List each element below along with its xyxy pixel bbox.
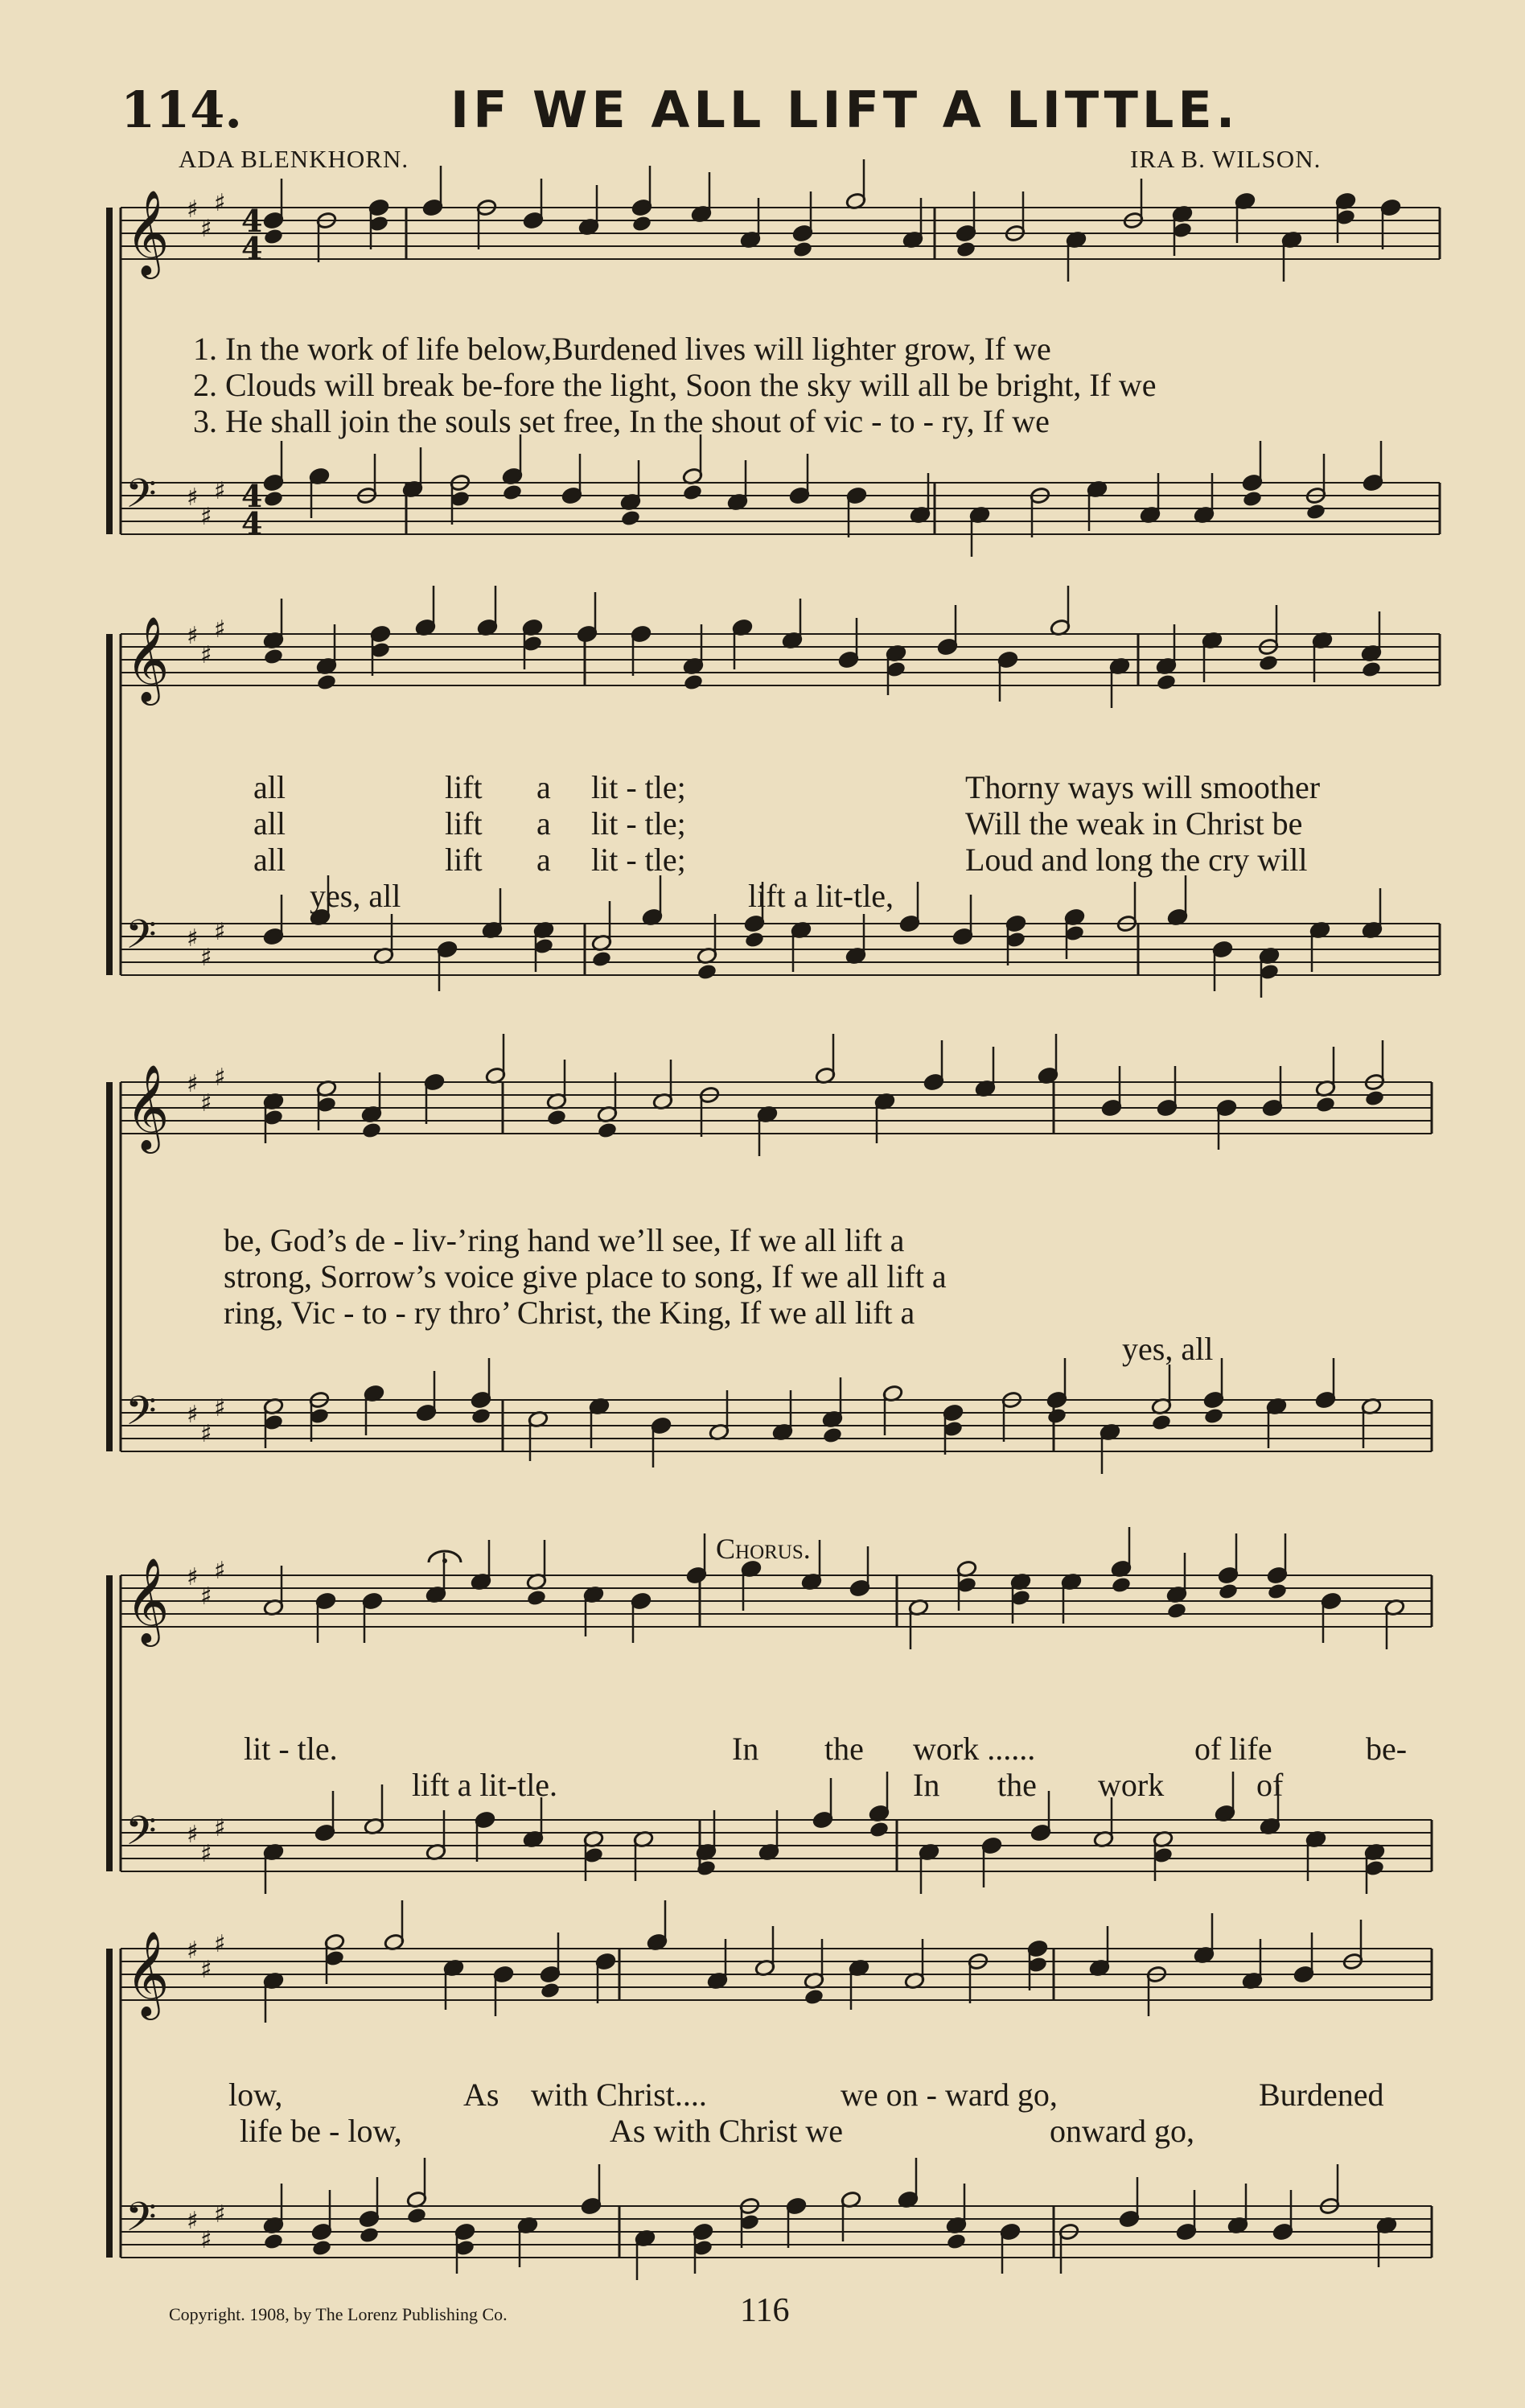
hymn-number: 114.: [121, 80, 243, 139]
fermata-dot: [442, 1558, 447, 1563]
note-head: [697, 963, 717, 982]
chorus-word-in: In: [732, 1731, 759, 1767]
note-head: [311, 2239, 332, 2258]
verse-1-word-little: lit - tle;: [591, 769, 686, 805]
chorus-word-the: the: [824, 1731, 864, 1767]
verse-3-word-a: a: [536, 842, 551, 878]
sharp-sign: ♯: [187, 1821, 199, 1849]
treble-clef: 𝄞: [125, 1064, 170, 1150]
note-head: [263, 2233, 284, 2251]
note-head: [1267, 1583, 1288, 1601]
note-head: [1315, 1096, 1336, 1114]
chorus-echo-onward-go: onward go,: [1050, 2113, 1194, 2149]
note-head: [620, 509, 641, 528]
chorus-echo-of: of: [1256, 1767, 1284, 1803]
time-signature-top: 4: [241, 203, 263, 239]
hymn-title: IF WE ALL LIFT A LITTLE.: [450, 80, 1239, 139]
note-head: [1242, 490, 1263, 508]
verse-3-line-2-end: Loud and long the cry will: [965, 842, 1308, 878]
note-head: [946, 2233, 967, 2251]
sharp-sign: ♯: [214, 918, 226, 946]
verse-1-line-1: 1. In the work of life below,Burdened lives will lighter grow, If we: [193, 331, 1051, 367]
sharp-sign: ♯: [187, 1070, 199, 1098]
chorus-word-be: be-: [1366, 1731, 1408, 1767]
note-head: [869, 1821, 890, 1839]
composer-credit: IRA B. WILSON.: [1130, 145, 1322, 173]
chorus-word-burdened: Burdened: [1259, 2077, 1384, 2113]
note-head: [591, 950, 612, 969]
note-head: [1258, 654, 1279, 673]
chorus-echo-lift-a-little: lift a lit-tle.: [412, 1767, 558, 1803]
echo-yes-all-2: yes, all: [1122, 1331, 1214, 1367]
verse-2-line-3: strong, Sorrow’s voice give place to song, If we all lift a: [224, 1258, 947, 1295]
sharp-sign: ♯: [187, 1937, 199, 1965]
verse-1-word-a: a: [536, 769, 551, 805]
page-number: 116: [740, 2292, 790, 2329]
treble-clef: 𝄞: [125, 1930, 170, 2016]
note-head: [744, 931, 765, 949]
chorus-echo-life-below: life be - low,: [240, 2113, 402, 2149]
note-head: [1364, 1089, 1385, 1108]
echo-lift-a-little: lift a lit-tle,: [748, 878, 894, 914]
treble-clef: 𝄞: [125, 615, 170, 702]
verse-2-word-a: a: [536, 805, 551, 842]
bass-clef: 𝄢: [125, 471, 157, 527]
chorus-echo-work: work: [1098, 1767, 1165, 1803]
verse-2-line-1: 2. Clouds will break be-fore the light, Soon the sky will all be bright, If we: [193, 367, 1157, 403]
chorus-echo-as-with-christ-we: As with Christ we: [610, 2113, 843, 2149]
sharp-sign: ♯: [214, 1557, 226, 1585]
verse-3-word-little: lit - tle;: [591, 842, 686, 878]
note-head: [683, 673, 704, 692]
verse-3-word-lift: lift: [445, 842, 483, 878]
note-head: [822, 1426, 843, 1445]
verse-3-line-3: ring, Vic - to - ry thro’ Christ, the King, If we all lift a: [224, 1295, 915, 1331]
verse-1-word-lift: lift: [445, 769, 483, 805]
chorus-word-little: lit - tle.: [244, 1731, 338, 1767]
note-head: [471, 1407, 491, 1426]
note-head: [682, 484, 703, 502]
note-head: [1305, 503, 1326, 521]
sharp-sign: ♯: [200, 503, 212, 531]
copyright-notice: Copyright. 1908, by The Lorenz Publishing Co.: [169, 2304, 508, 2324]
time-signature-bottom: 4: [241, 505, 263, 541]
note-head: [1111, 1576, 1132, 1595]
note-head: [956, 241, 976, 259]
note-head: [792, 241, 813, 259]
sharp-sign: ♯: [214, 1930, 226, 1958]
chorus-word-low: low,: [228, 2077, 283, 2113]
sharp-sign: ♯: [214, 1814, 226, 1842]
sharp-sign: ♯: [187, 1401, 199, 1429]
sharp-sign: ♯: [214, 1064, 226, 1092]
sharp-sign: ♯: [214, 1394, 226, 1422]
note-head: [361, 1122, 382, 1140]
verse-2-word-all: all: [253, 805, 286, 842]
sharp-sign: ♯: [187, 924, 199, 953]
sharp-sign: ♯: [187, 484, 199, 512]
verse-2-word-little: lit - tle;: [591, 805, 686, 842]
sharp-sign: ♯: [200, 2226, 212, 2254]
note-head: [502, 484, 523, 502]
sharp-sign: ♯: [187, 2207, 199, 2235]
note-head: [316, 673, 337, 692]
sharp-sign: ♯: [214, 2200, 226, 2229]
chorus-echo-in: In: [913, 1767, 940, 1803]
note-head: [359, 2226, 380, 2245]
sharp-sign: ♯: [200, 641, 212, 669]
sharp-sign: ♯: [200, 215, 212, 243]
chorus-word-as: As: [463, 2077, 499, 2113]
verse-2-line-2-end: Will the weak in Christ be: [965, 805, 1303, 842]
note-head: [1166, 1602, 1187, 1620]
sharp-sign: ♯: [187, 622, 199, 650]
sharp-sign: ♯: [200, 1956, 212, 1984]
sharp-sign: ♯: [200, 1089, 212, 1118]
verse-1-line-2-end: Thorny ways will smoother: [965, 769, 1321, 805]
sharp-sign: ♯: [214, 615, 226, 644]
bass-clef: 𝄢: [125, 2194, 157, 2250]
treble-clef: 𝄞: [125, 189, 170, 275]
note-head: [263, 490, 284, 508]
bass-clef: 𝄢: [125, 912, 157, 968]
bass-clef: 𝄢: [125, 1388, 157, 1444]
note-head: [1361, 661, 1382, 679]
sharp-sign: ♯: [187, 196, 199, 224]
sharp-sign: ♯: [200, 1583, 212, 1611]
echo-yes-all: yes, all: [310, 878, 401, 914]
verse-3-word-all: all: [253, 842, 286, 878]
chorus-word-of-life: of life: [1194, 1731, 1272, 1767]
note-head: [1203, 1407, 1224, 1426]
note-head: [597, 1122, 618, 1140]
sharp-sign: ♯: [187, 1563, 199, 1591]
verse-2-word-lift: lift: [445, 805, 483, 842]
bass-clef: 𝄢: [125, 1808, 157, 1864]
sharp-sign: ♯: [214, 189, 226, 217]
chorus-label: Chorus.: [716, 1533, 811, 1565]
note-head: [406, 2207, 427, 2225]
sharp-sign: ♯: [200, 944, 212, 972]
note-head: [1156, 673, 1177, 692]
chorus-echo-the: the: [997, 1767, 1037, 1803]
lyricist-credit: ADA BLENKHORN.: [179, 145, 409, 173]
note-head: [631, 215, 652, 233]
chorus-word-with-christ: with Christ....: [531, 2077, 707, 2113]
time-signature-bottom: 4: [241, 230, 263, 266]
sharp-sign: ♯: [200, 1840, 212, 1868]
note-head: [263, 648, 284, 666]
note-head: [1151, 1414, 1172, 1432]
verse-1-word-all: all: [253, 769, 286, 805]
verse-3-line-1: 3. He shall join the souls set free, In the shout of vic - to - ry, If we: [193, 403, 1050, 439]
note-head: [263, 228, 284, 246]
sharp-sign: ♯: [214, 477, 226, 505]
note-head: [804, 1988, 824, 2007]
sharp-sign: ♯: [200, 1420, 212, 1448]
note-head: [540, 1982, 561, 2000]
note-head: [526, 1589, 547, 1607]
note-head: [546, 1109, 567, 1127]
verse-1-line-3: be, God’s de - liv-’ring hand we’ll see, If we all lift a: [224, 1222, 905, 1258]
chorus-word-work: work ......: [913, 1731, 1036, 1767]
note-head: [1046, 1407, 1067, 1426]
note-head: [1218, 1583, 1239, 1601]
chorus-word-onward-go: we on - ward go,: [841, 2077, 1058, 2113]
treble-clef: 𝄞: [125, 1557, 170, 1643]
time-signature-top: 4: [241, 478, 263, 514]
